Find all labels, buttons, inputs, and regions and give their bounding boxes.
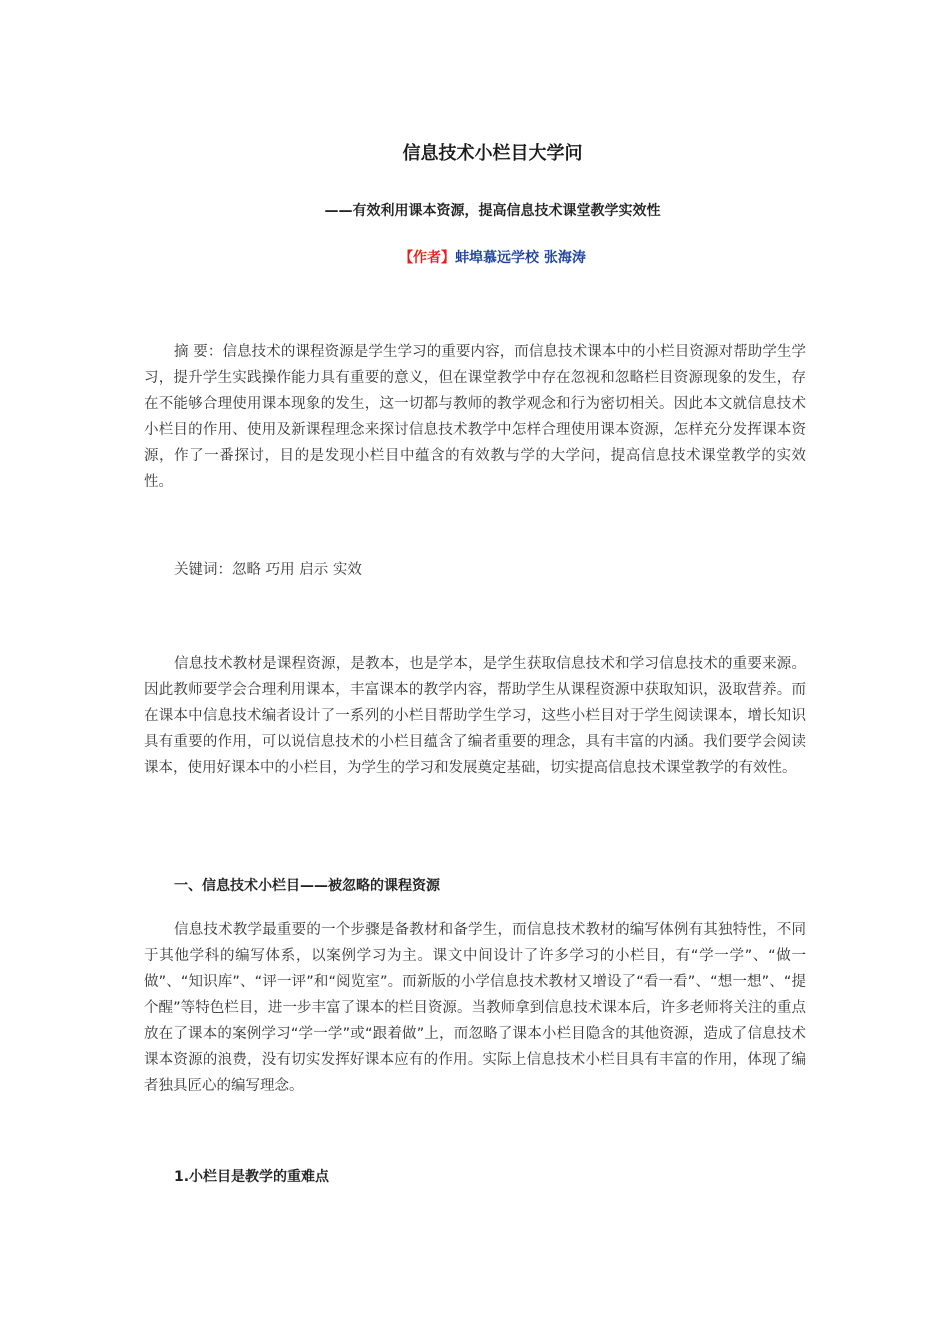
author-line <box>0 247 950 267</box>
section-heading-1: 一、信息技术小栏目——被忽略的课程资源 <box>174 878 440 894</box>
page-title: 信息技术小栏目大学问 <box>402 143 583 164</box>
subsection-heading-1: 1.小栏目是教学的重难点 <box>174 1169 330 1185</box>
section-1-paragraph: 信息技术教学最重要的一个步骤是备教材和备学生，而信息技术教材的编写体例有其独特性，不同于其他学科的编写体系，以案例学习为主。课文中间设计了许多学习的小栏目，有“学一学”、“做一做”、“知识库”、“评一评”和“阅览室”。而新版的小学信息技术教材又增设了“看一看”、“想一想”、“提个醒”等特色栏目，进一步丰富了课本的栏目资源。当教师拿到信息技术课本后，许多老师将关注的重点放在了课本的案例学习“学一学”或“跟着做”上，而忽略了课本小栏目隐含的其他资源，造成了信息技术课本资源的浪费，没有切实发挥好课本应有的作用。实际上信息技术小栏目具有丰富的作用，体现了编者独具匠心的编写理念。 <box>144 922 806 1094</box>
intro-paragraph: 信息技术教材是课程资源，是教本，也是学本，是学生获取信息技术和学习信息技术的重要来源。因此教师要学会合理利用课本，丰富课本的教学内容，帮助学生从课程资源中获取知识，汲取营养。而在课本中信息技术编者设计了一系列的小栏目帮助学生学习，这些小栏目对于学生阅读课本，增长知识具有重要的作用，可以说信息技术的小栏目蕴含了编者重要的理念，具有丰富的内涵。我们要学会阅读课本，使用好课本中的小栏目，为学生的学习和发展奠定基础，切实提高信息技术课堂教学的有效性。 <box>144 656 806 776</box>
keywords-paragraph: 关键词：忽略 巧用 启示 实效 <box>174 562 362 578</box>
author-name: 蚌埠慕远学校 张海涛 <box>455 250 586 266</box>
abstract-paragraph: 摘 要：信息技术的课程资源是学生学习的重要内容，而信息技术课本中的小栏目资源对帮助学生学习，提升学生实践操作能力具有重要的意义，但在课堂教学中存在忽视和忽略栏目资源现象的发生，存在不能够合理使用课本现象的发生，这一切都与教师的教学观念和行为密切相关。因此本文就信息技术小栏目的作用、使用及新课程理念来探讨信息技术教学中怎样合理使用课本资源，怎样充分发挥课本资源，作了一番探讨，目的是发现小栏目中蕴含的有效教与学的大学问，提高信息技术课堂教学的实效性。 <box>144 344 806 490</box>
author-tag: 【作者】 <box>399 250 456 266</box>
page-subtitle: ——有效利用课本资源，提高信息技术课堂教学实效性 <box>324 203 661 219</box>
